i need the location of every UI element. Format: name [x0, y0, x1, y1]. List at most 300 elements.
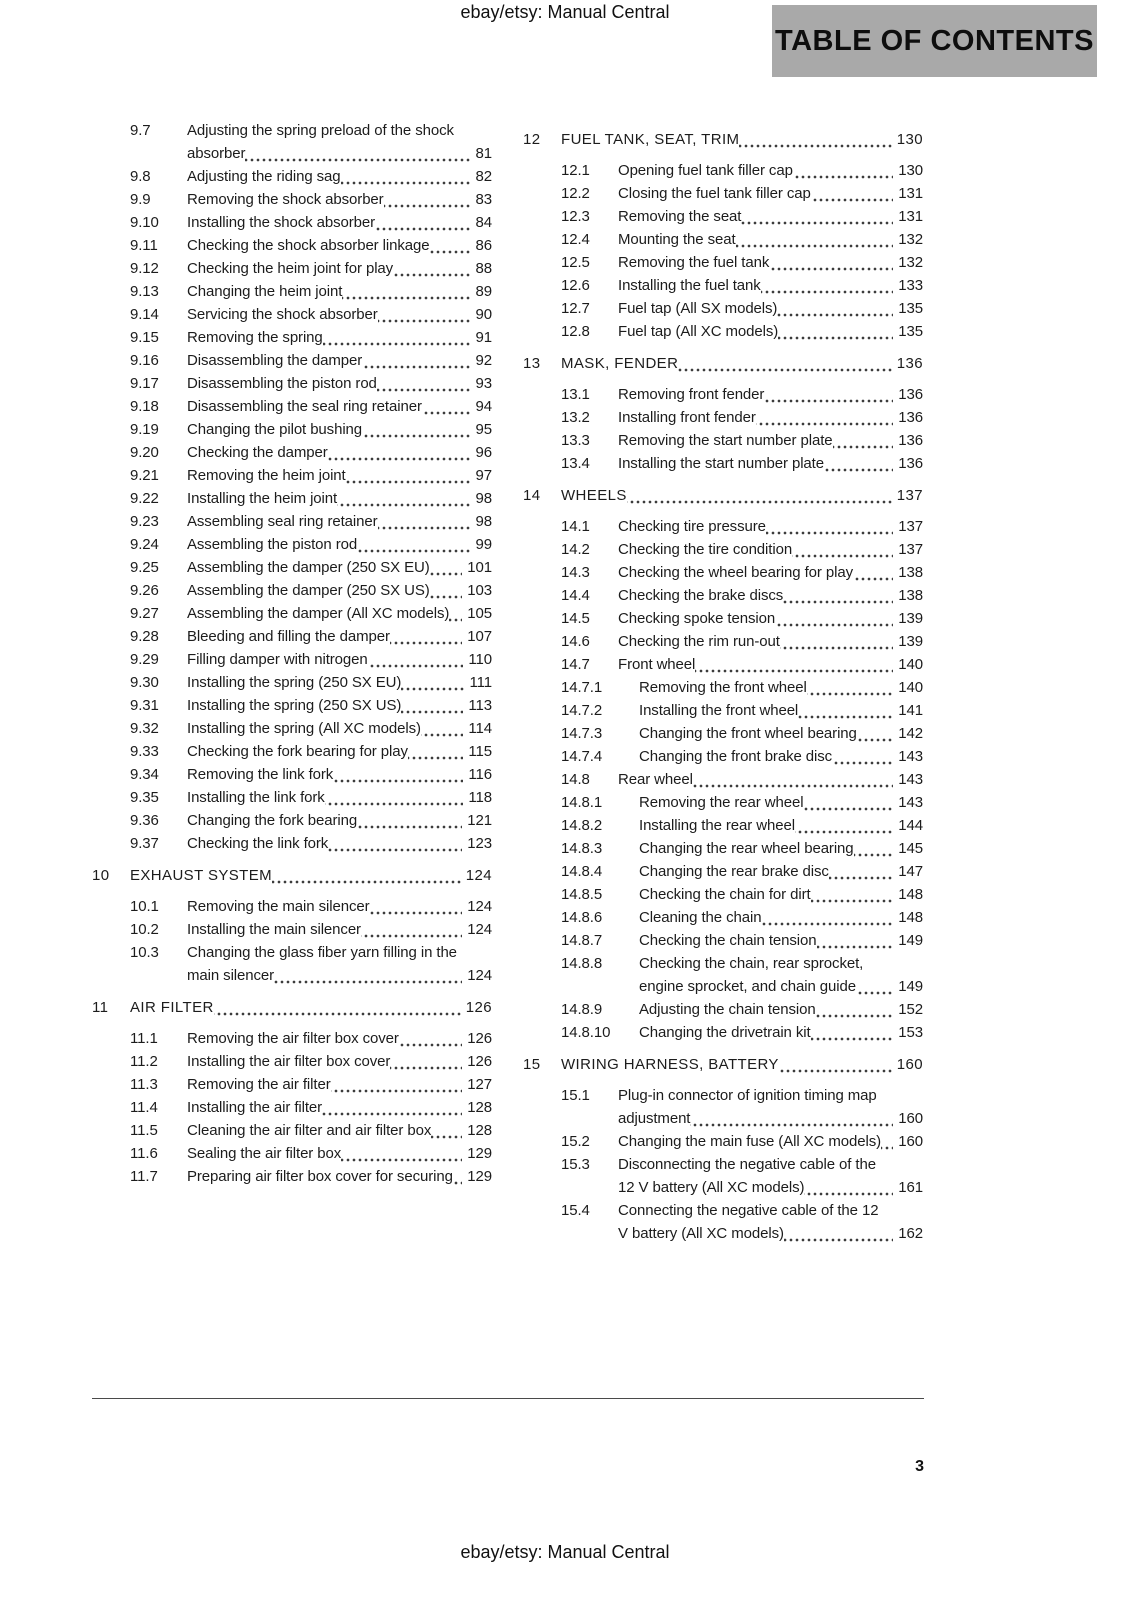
toc-chapter-row [523, 1053, 923, 1076]
toc-entry-page: 97 [471, 464, 493, 487]
toc-entry-body [639, 906, 923, 929]
toc-entry-row [92, 740, 492, 763]
toc-entry-body [187, 579, 492, 602]
toc-entry-number: 11.5 [130, 1122, 158, 1139]
toc-entry-body [187, 372, 492, 395]
footer-divider [92, 1398, 924, 1399]
toc-entry-label: Removing the seat [618, 208, 742, 225]
toc-entry-body [187, 257, 492, 280]
toc-entry-page: 128 [462, 1096, 492, 1119]
toc-entry-row [92, 188, 492, 211]
toc-entry-page: 147 [893, 860, 923, 883]
toc-entry-label: Filling damper with nitrogen [187, 651, 368, 668]
toc-entry-page: 126 [461, 996, 492, 1019]
toc-entry-row [92, 763, 492, 786]
toc-entry-row [523, 538, 923, 561]
toc-entry-body [187, 533, 492, 556]
toc-entry-label: Checking the wheel bearing for play [618, 564, 853, 581]
toc-chapter-row [523, 128, 923, 151]
page-title: TABLE OF CONTENTS [775, 24, 1094, 57]
toc-entry-label: Removing the shock absorber [187, 191, 384, 208]
toc-entry-label: Removing the air filter [187, 1076, 331, 1093]
toc-entry-label: Removing the front wheel [639, 679, 807, 696]
toc-entry-body [618, 406, 923, 429]
toc-entry-body [187, 786, 492, 809]
toc-entry-row [92, 1165, 492, 1188]
toc-entry-body [187, 648, 492, 671]
toc-entry-page: 93 [471, 372, 493, 395]
toc-entry-number: 11.1 [130, 1030, 158, 1047]
toc-entry-page: 148 [893, 906, 923, 929]
toc-entry-page: 111 [464, 671, 492, 694]
toc-entry-label: Changing the front brake disc [639, 748, 833, 765]
toc-entry-row [523, 515, 923, 538]
toc-entry-label: Changing the front wheel bearing [639, 725, 857, 742]
toc-entry-label: Installing the air filter box cover [187, 1053, 391, 1070]
toc-entry-label: Closing the fuel tank filler cap [618, 185, 811, 202]
toc-entry-number: 14.7.4 [561, 748, 603, 765]
toc-entry-label: Installing the spring (250 SX EU) [187, 674, 402, 691]
toc-entry-number: 13.3 [561, 432, 590, 449]
toc-entry-page: 129 [462, 1142, 492, 1165]
toc-entry-number: 9.23 [130, 513, 159, 530]
toc-entry-body [618, 274, 923, 297]
toc-entry-page: 114 [463, 717, 492, 740]
toc-entry-label: Installing front fender [618, 409, 756, 426]
toc-entry-page: 140 [893, 653, 923, 676]
toc-entry-body [618, 1084, 923, 1130]
toc-entry-label: Installing the start number plate [618, 455, 824, 472]
toc-entry-number: 14.2 [561, 541, 590, 558]
toc-entry-row [523, 952, 923, 998]
toc-entry-number: 12.6 [561, 277, 590, 294]
toc-entry-body [187, 303, 492, 326]
toc-entry-label: Checking the fork bearing for play [187, 743, 408, 760]
toc-entry-number: 14.8.1 [561, 794, 603, 811]
toc-entry-page: 98 [471, 510, 493, 533]
toc-entry-label: Rear wheel [618, 771, 693, 788]
toc-entry-number: 12.3 [561, 208, 590, 225]
toc-entry-label: Disassembling the damper [187, 352, 363, 369]
toc-entry-row [523, 1199, 923, 1245]
toc-entry-body [639, 952, 923, 998]
toc-entry-page: 84 [471, 211, 493, 234]
toc-entry-page: 131 [893, 205, 923, 228]
toc-entry-body [561, 352, 923, 375]
toc-column-left [92, 119, 492, 1245]
toc-entry-number: 14.8.3 [561, 840, 603, 857]
toc-entry-label: Assembling the damper (All XC models) [187, 605, 450, 622]
toc-entry-row [92, 510, 492, 533]
toc-entry-number: 9.14 [130, 306, 159, 323]
toc-entry-row [523, 320, 923, 343]
toc-entry-number: 9.8 [130, 168, 151, 185]
toc-entry-body [187, 234, 492, 257]
toc-entry-label: Connecting the negative cable of the 12 V battery (All XC models) [618, 1202, 879, 1242]
toc-entry-label: Adjusting the riding sag [187, 168, 341, 185]
toc-entry-page: 124 [462, 918, 492, 941]
toc-entry-row [523, 452, 923, 475]
toc-entry-body [187, 717, 492, 740]
toc-entry-label: Assembling the damper (250 SX EU) [187, 559, 430, 576]
toc-entry-label: Installing the heim joint [187, 490, 338, 507]
toc-entry-number: 14.6 [561, 633, 590, 650]
toc-entry-label: Plug-in connector of ignition timing map adjustment [618, 1087, 877, 1127]
toc-entry-number: 9.36 [130, 812, 159, 829]
toc-entry-row [523, 406, 923, 429]
toc-entry-row [92, 895, 492, 918]
toc-entry-body [187, 918, 492, 941]
toc-entry-body [618, 383, 923, 406]
toc-entry-label: Installing the main silencer [187, 921, 361, 938]
toc-entry-page: 138 [893, 561, 923, 584]
toc-entry-page: 124 [461, 864, 492, 887]
toc-entry-number: 14.7 [561, 656, 590, 673]
toc-entry-number: 11.4 [130, 1099, 158, 1116]
toc-entry-page: 121 [462, 809, 492, 832]
toc-entry-row [523, 676, 923, 699]
toc-entry-row [523, 159, 923, 182]
toc-entry-number: 14.7.2 [561, 702, 603, 719]
toc-entry-page: 144 [893, 814, 923, 837]
toc-entry-number: 9.11 [130, 237, 158, 254]
toc-entry-page: 131 [893, 182, 923, 205]
toc-entry-number: 12.8 [561, 323, 590, 340]
toc-entry-page: 142 [893, 722, 923, 745]
toc-entry-row [523, 745, 923, 768]
toc-entry-body [187, 441, 492, 464]
toc-entry-label: Cleaning the chain [639, 909, 762, 926]
toc-entry-number: 9.12 [130, 260, 159, 277]
toc-entry-body [639, 837, 923, 860]
toc-entry-body [187, 1027, 492, 1050]
toc-entry-number: 9.21 [130, 467, 159, 484]
toc-entry-row [523, 205, 923, 228]
toc-entry-body [639, 929, 923, 952]
toc-entry-body [187, 625, 492, 648]
toc-entry-label: Changing the rear wheel bearing [639, 840, 854, 857]
toc-entry-label: Installing the rear wheel [639, 817, 795, 834]
toc-entry-label: Removing front fender [618, 386, 765, 403]
toc-entry-number: 11.3 [130, 1076, 158, 1093]
toc-entry-body [187, 280, 492, 303]
toc-entry-body [618, 630, 923, 653]
title-banner [772, 5, 1097, 77]
toc-entry-page: 135 [893, 320, 923, 343]
toc-entry-row [523, 1021, 923, 1044]
toc-entry-body [618, 182, 923, 205]
toc-entry-label: Installing the spring (250 SX US) [187, 697, 402, 714]
toc-entry-label: Front wheel [618, 656, 696, 673]
toc-entry-row [92, 349, 492, 372]
toc-entry-number: 9.31 [130, 697, 159, 714]
toc-entry-page: 141 [893, 699, 923, 722]
toc-entry-body [618, 1130, 923, 1153]
toc-entry-row [92, 809, 492, 832]
toc-entry-number: 11 [92, 999, 109, 1016]
toc-entry-number: 14.8.9 [561, 1001, 603, 1018]
toc-entry-label: Checking spoke tension [618, 610, 776, 627]
toc-entry-page: 136 [893, 383, 923, 406]
toc-entry-label: Mounting the seat [618, 231, 736, 248]
toc-entry-body [187, 119, 492, 165]
toc-entry-label: Removing the rear wheel [639, 794, 804, 811]
toc-entry-row [523, 429, 923, 452]
toc-entry-label: Preparing air filter box cover for securing [187, 1168, 453, 1185]
toc-entry-row [523, 929, 923, 952]
toc-chapter-row [523, 484, 923, 507]
toc-entry-number: 9.18 [130, 398, 159, 415]
toc-entry-page: 81 [471, 142, 493, 165]
toc-entry-body [187, 464, 492, 487]
toc-entry-page: 124 [462, 964, 492, 987]
toc-entry-label: Servicing the shock absorber [187, 306, 378, 323]
toc-entry-label: Checking the chain tension [639, 932, 817, 949]
toc-entry-body [639, 883, 923, 906]
toc-entry-body [639, 745, 923, 768]
toc-entry-number: 9.29 [130, 651, 159, 668]
toc-entry-row [523, 860, 923, 883]
toc-entry-label: Checking tire pressure [618, 518, 766, 535]
toc-entry-number: 9.32 [130, 720, 159, 737]
toc-columns [92, 119, 924, 1245]
toc-entry-number: 9.16 [130, 352, 159, 369]
toc-entry-page: 143 [893, 745, 923, 768]
toc-entry-number: 9.28 [130, 628, 159, 645]
toc-entry-label: Installing the link fork [187, 789, 325, 806]
toc-entry-row [523, 1130, 923, 1153]
toc-entry-body [561, 484, 923, 507]
toc-entry-row [92, 1096, 492, 1119]
toc-entry-body [639, 814, 923, 837]
toc-entry-body [187, 418, 492, 441]
toc-entry-number: 9.33 [130, 743, 159, 760]
toc-entry-row [523, 998, 923, 1021]
toc-entry-page: 160 [893, 1130, 923, 1153]
toc-entry-number: 10.3 [130, 944, 159, 961]
toc-entry-page: 99 [471, 533, 493, 556]
toc-entry-page: 143 [893, 768, 923, 791]
toc-entry-row [92, 671, 492, 694]
toc-entry-label: Removing the heim joint [187, 467, 346, 484]
toc-entry-number: 12.2 [561, 185, 590, 202]
toc-entry-label: Changing the rear brake disc [639, 863, 829, 880]
toc-entry-row [92, 1027, 492, 1050]
toc-entry-page: 145 [893, 837, 923, 860]
toc-entry-body [639, 676, 923, 699]
toc-entry-label: Assembling the piston rod [187, 536, 358, 553]
toc-entry-page: 115 [463, 740, 492, 763]
toc-entry-number: 14.5 [561, 610, 590, 627]
toc-entry-page: 160 [892, 1053, 923, 1076]
toc-entry-row [92, 234, 492, 257]
toc-entry-page: 160 [893, 1107, 923, 1130]
toc-entry-body [618, 228, 923, 251]
toc-entry-row [92, 487, 492, 510]
toc-entry-page: 140 [893, 676, 923, 699]
toc-entry-number: 13 [523, 355, 541, 372]
toc-entry-body [187, 832, 492, 855]
toc-entry-label: Installing the fuel tank [618, 277, 761, 294]
toc-entry-page: 129 [462, 1165, 492, 1188]
toc-entry-label: Changing the drivetrain kit [639, 1024, 811, 1041]
toc-entry-label: MASK, FENDER [561, 355, 679, 372]
toc-entry-number: 15.3 [561, 1156, 590, 1173]
toc-entry-body [618, 768, 923, 791]
toc-entry-label: Disassembling the piston rod [187, 375, 377, 392]
toc-entry-row [523, 699, 923, 722]
toc-entry-label: Fuel tap (All XC models) [618, 323, 779, 340]
toc-entry-label: Adjusting the chain tension [639, 1001, 816, 1018]
toc-entry-number: 9.35 [130, 789, 159, 806]
toc-entry-label: Installing the air filter [187, 1099, 323, 1116]
toc-entry-number: 12.1 [561, 162, 590, 179]
toc-entry-row [92, 918, 492, 941]
toc-entry-page: 138 [893, 584, 923, 607]
toc-entry-row [523, 722, 923, 745]
toc-entry-row [92, 717, 492, 740]
toc-entry-row [92, 1142, 492, 1165]
toc-entry-body [639, 1021, 923, 1044]
toc-entry-page: 116 [463, 763, 492, 786]
toc-entry-body [618, 205, 923, 228]
toc-entry-row [523, 584, 923, 607]
toc-entry-body [187, 1050, 492, 1073]
toc-entry-body [618, 251, 923, 274]
toc-entry-row [92, 303, 492, 326]
toc-entry-row [92, 533, 492, 556]
toc-entry-body [561, 128, 923, 151]
toc-entry-row [523, 228, 923, 251]
toc-entry-number: 14.8.4 [561, 863, 603, 880]
toc-entry-label: Opening fuel tank filler cap [618, 162, 793, 179]
header-note: ebay/etsy: Manual Central [460, 2, 670, 22]
toc-entry-label: Sealing the air filter box [187, 1145, 342, 1162]
toc-entry-page: 143 [893, 791, 923, 814]
toc-entry-row [92, 1119, 492, 1142]
toc-entry-page: 118 [463, 786, 492, 809]
toc-entry-body [187, 1142, 492, 1165]
toc-entry-number: 9.30 [130, 674, 159, 691]
toc-entry-row [92, 602, 492, 625]
toc-entry-number: 9.37 [130, 835, 159, 852]
toc-entry-row [523, 251, 923, 274]
toc-entry-number: 9.19 [130, 421, 159, 438]
toc-entry-label: Checking the rim run-out [618, 633, 780, 650]
toc-entry-row [92, 832, 492, 855]
toc-entry-page: 135 [893, 297, 923, 320]
toc-entry-page: 110 [463, 648, 492, 671]
toc-entry-page: 136 [893, 406, 923, 429]
toc-entry-body [187, 941, 492, 987]
toc-entry-row [92, 395, 492, 418]
toc-entry-number: 14.8.2 [561, 817, 603, 834]
toc-entry-label: Assembling seal ring retainer [187, 513, 378, 530]
toc-entry-page: 113 [463, 694, 492, 717]
toc-entry-label: Checking the chain, rear sprocket, engine sprocket, and chain guide [639, 955, 864, 995]
toc-entry-number: 11.6 [130, 1145, 158, 1162]
toc-entry-label: Changing the heim joint [187, 283, 343, 300]
toc-entry-number: 9.26 [130, 582, 159, 599]
toc-entry-row [92, 786, 492, 809]
toc-entry-number: 14.3 [561, 564, 590, 581]
toc-entry-page: 136 [893, 429, 923, 452]
toc-entry-body [187, 1119, 492, 1142]
toc-entry-row [523, 768, 923, 791]
toc-entry-body [187, 487, 492, 510]
toc-entry-page: 130 [892, 128, 923, 151]
toc-entry-page: 101 [462, 556, 492, 579]
toc-entry-label: EXHAUST SYSTEM [130, 867, 273, 884]
toc-entry-page: 162 [893, 1222, 923, 1245]
toc-entry-page: 126 [462, 1027, 492, 1050]
toc-entry-row [523, 274, 923, 297]
toc-entry-row [523, 630, 923, 653]
toc-entry-body [187, 602, 492, 625]
toc-entry-body [639, 699, 923, 722]
toc-entry-row [523, 653, 923, 676]
toc-entry-number: 14.8.7 [561, 932, 603, 949]
toc-entry-body [618, 653, 923, 676]
toc-entry-page: 161 [893, 1176, 923, 1199]
toc-entry-number: 11.2 [130, 1053, 158, 1070]
toc-entry-body [561, 1053, 923, 1076]
toc-entry-number: 13.2 [561, 409, 590, 426]
toc-entry-row [523, 1153, 923, 1199]
toc-entry-row [92, 280, 492, 303]
toc-entry-page: 132 [893, 251, 923, 274]
toc-entry-page: 128 [462, 1119, 492, 1142]
toc-entry-page: 83 [471, 188, 493, 211]
toc-entry-label: Checking the link fork [187, 835, 329, 852]
toc-entry-label: Changing the pilot bushing [187, 421, 363, 438]
toc-entry-label: Removing the main silencer [187, 898, 370, 915]
toc-entry-label: FUEL TANK, SEAT, TRIM [561, 131, 740, 148]
toc-entry-number: 9.20 [130, 444, 159, 461]
toc-entry-row [92, 464, 492, 487]
toc-entry-label: Removing the start number plate [618, 432, 833, 449]
toc-entry-body [618, 515, 923, 538]
toc-entry-label: Adjusting the spring preload of the shock absorber [187, 122, 454, 162]
toc-entry-body [618, 561, 923, 584]
toc-entry-body [618, 1153, 923, 1199]
toc-entry-label: Disassembling the seal ring retainer [187, 398, 422, 415]
toc-entry-number: 15.2 [561, 1133, 590, 1150]
toc-entry-page: 95 [471, 418, 493, 441]
toc-entry-page: 132 [893, 228, 923, 251]
toc-entry-label: AIR FILTER [130, 999, 214, 1016]
toc-entry-row [523, 182, 923, 205]
toc-entry-page: 105 [462, 602, 492, 625]
toc-entry-body [618, 1199, 923, 1245]
toc-entry-label: Cleaning the air filter and air filter box [187, 1122, 432, 1139]
toc-entry-body [639, 722, 923, 745]
toc-entry-label: Bleeding and filling the damper [187, 628, 390, 645]
toc-entry-body [618, 297, 923, 320]
toc-entry-body [187, 510, 492, 533]
toc-entry-row [523, 1084, 923, 1130]
toc-entry-number: 15.1 [561, 1087, 590, 1104]
toc-entry-body [618, 159, 923, 182]
toc-entry-number: 9.13 [130, 283, 159, 300]
toc-entry-page: 86 [471, 234, 493, 257]
toc-entry-label: Fuel tap (All SX models) [618, 300, 778, 317]
toc-entry-page: 149 [893, 929, 923, 952]
toc-entry-body [639, 860, 923, 883]
toc-entry-row [523, 791, 923, 814]
toc-entry-body [187, 326, 492, 349]
toc-entry-number: 14.1 [561, 518, 590, 535]
